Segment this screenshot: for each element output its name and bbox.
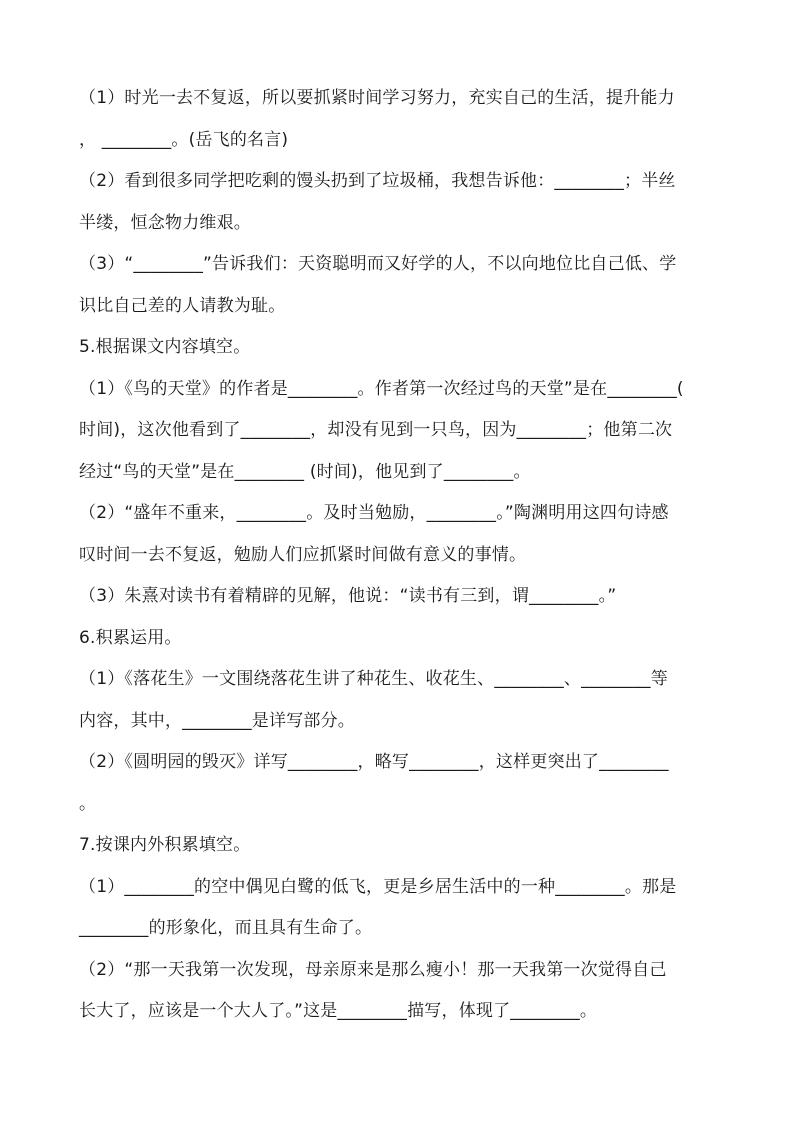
text-line-6-2b: 。 [79, 793, 97, 814]
section-heading-7: 7.按课内外积累填空。 [79, 835, 251, 855]
text-line-q3-2: 识比自己差的人请教为耻。 [79, 295, 286, 316]
text-line-q2-2: 半缕，恒念物力维艰。 [79, 212, 251, 233]
text-line-7-1b: ________的形象化，而且具有生命了。 [79, 918, 373, 938]
text-line-q2-1: （2）看到很多同学把吃剩的馒头扔到了垃圾桶，我想告诉他：________；半丝 [79, 171, 676, 191]
section-heading-5: 5.根据课文内容填空。 [79, 337, 251, 357]
text-line-5-1b: 时间)，这次他看到了________，却没有见到一只鸟，因为________；他第二次 [79, 420, 673, 440]
text-line-6-1b: 内容，其中，________是详写部分。 [79, 710, 355, 731]
section-heading-6: 6.积累运用。 [79, 627, 182, 648]
text-line-7-2a: （2）“那一天我第一次发现，母亲原来是那么瘦小！那一天我第一次觉得自己 [79, 959, 667, 980]
text-line-q3-1: （3）“________”告诉我们：天资聪明而又好学的人，不以向地位比自己低、学 [79, 254, 677, 274]
text-line-6-2a: （2）《圆明园的毁灭》详写________，略写________，这样更突出了________ [79, 752, 669, 772]
text-line-q1-2: ， ________。(岳飞的名言) [79, 129, 289, 150]
text-line-q1-1: （1）时光一去不复返，所以要抓紧时间学习努力，充实自己的生活，提升能力 [79, 88, 675, 108]
text-line-6-1a: （1）《落花生》一文围绕落花生讲了种花生、收花生、________、________等 [79, 669, 668, 689]
text-line-5-1c: 经过“鸟的天堂”是在________ (时间)，他见到了________。 [79, 461, 531, 482]
text-line-5-3: （3）朱熹对读书有着精辟的见解，他说：“读书有三到，谓________。” [79, 586, 617, 606]
text-line-5-2b: 叹时间一去不复返，勉励人们应抓紧时间做有意义的事情。 [79, 544, 527, 565]
text-line-7-1a: （1）________的空中偶见白鹭的低飞，更是乡居生活中的一种________。那是 [79, 876, 677, 897]
text-line-5-1a: （1）《鸟的天堂》的作者是________。作者第一次经过鸟的天堂”是在________( [79, 378, 684, 399]
text-line-7-2b: 长大了，应该是一个大人了。”这是________描写，体现了________。 [79, 1001, 598, 1021]
text-line-5-2a: （2）“盛年不重来，________。及时当勉励，________。”陶渊明用这四句诗感 [79, 503, 669, 523]
document-page [79, 78, 719, 1033]
